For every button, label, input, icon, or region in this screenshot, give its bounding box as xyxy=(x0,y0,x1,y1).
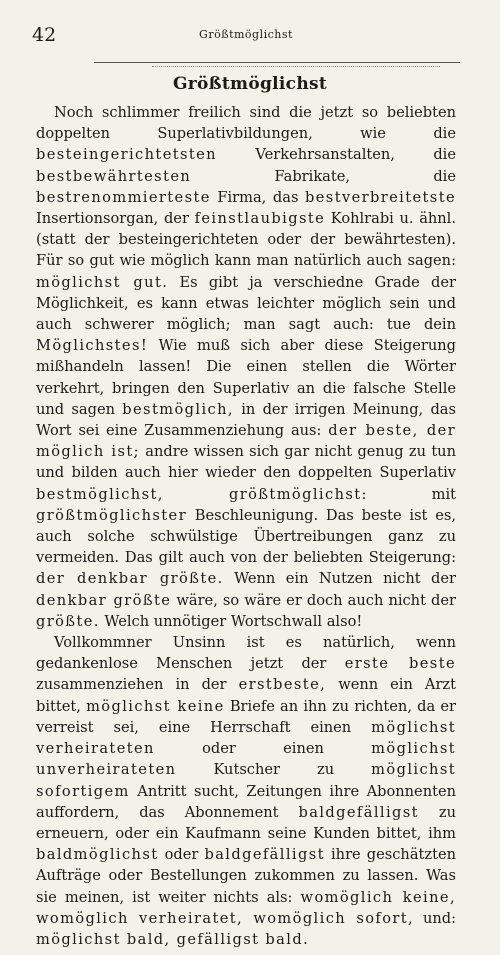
text-run: mit xyxy=(367,485,456,503)
text-run: Es gibt ja verschiedne Grade der Möglichkeit, es kann etwas leichter möglich sein und auch schwerer möglich; man sagt auch: tue dein xyxy=(36,273,456,334)
emphasized-text: bestbewährtesten xyxy=(36,167,192,185)
text-run: Insertionsorgan, der xyxy=(36,210,195,228)
emphasized-text: erste beste xyxy=(344,655,456,673)
text-run: Antritt sucht, Zeitungen ihre Abonnenten auffordern, das Abonnement xyxy=(36,782,456,821)
emphasized-text: der denkbar größte. xyxy=(36,570,224,588)
header-rule xyxy=(94,62,460,63)
text-run: Kutscher zu xyxy=(176,761,372,779)
emphasized-text: erstbeste, xyxy=(238,676,327,694)
text-run: zu erneuern, oder ein Kaufmann seine Kunden bittet, ihm xyxy=(36,803,456,842)
page-number: 42 xyxy=(32,24,57,46)
emphasized-text: baldmöglichst xyxy=(36,846,159,864)
emphasized-text: womöglich keine, womöglich verheiratet, womöglich sofort, xyxy=(36,888,456,927)
emphasized-text: möglichst sofortigem xyxy=(36,761,456,800)
text-run: Beschleunigung. Das beste ist es, auch solche schwülstige Übertreibungen ganz zu vermeiden. Das gilt auch von der beliebten Steigerung: xyxy=(36,506,456,567)
paragraph xyxy=(36,632,456,950)
text-run: Firma, das xyxy=(210,188,306,206)
text-run: Kohlrabi u. ähnl. (statt der besteingerichteten oder der bewährtesten). Für so gut wie möglich kann man natürlich auch sagen: xyxy=(36,210,456,270)
emphasized-text: bestmöglich, xyxy=(122,400,234,418)
text-run: zusammenziehen in der xyxy=(36,676,239,694)
text-run: Briefe an ihn zu richten, da er verreist sei, eine Herrschaft einen xyxy=(36,697,456,736)
emphasized-text: möglichst bald, gefälligst bald. xyxy=(36,930,310,948)
emphasized-text: baldgefälligst xyxy=(298,803,419,821)
text-run: andre wissen sich gar nicht genug zu tun und bilden auch hier wieder den doppelten Superlativ xyxy=(36,443,456,482)
emphasized-text: größte. xyxy=(36,612,100,630)
emphasized-text: besteingerichtetsten xyxy=(36,146,217,164)
section-heading: Größtmöglichst xyxy=(172,74,328,94)
text-run: Noch schlimmer freilich sind die jetzt so beliebten doppelten Superlativbildungen, wie die xyxy=(36,104,456,143)
running-head: Größtmöglichst xyxy=(199,28,293,41)
text-run: und: xyxy=(414,909,456,927)
emphasized-text: bestrenommierteste xyxy=(36,188,211,206)
emphasized-text: denkbar größte xyxy=(36,591,172,609)
text-run: ihre geschätzten Aufträge oder Bestellungen zukommen zu lassen. Was sie meinen, ist weiter nichts als: xyxy=(36,846,456,906)
emphasized-text: möglichst verheirateten xyxy=(36,718,456,758)
header-ornament-rule xyxy=(152,66,440,67)
text-run: wenn ein Arzt bittet, xyxy=(36,676,456,715)
paragraph xyxy=(36,102,456,632)
text-run: Vollkommner Unsinn ist es natürlich, wenn gedankenlose Menschen jetzt der xyxy=(36,634,456,673)
text-run: Wie muß sich aber diese Steigerung mißhandeln lassen! Die einen stellen die Wörter verkehrt, bringen den Superlativ an die falsche Stelle und sagen xyxy=(36,337,456,418)
emphasized-text: bestmöglichst, größtmöglichst: xyxy=(36,485,368,503)
emphasized-text: bestverbreitetste xyxy=(305,188,456,206)
page-header xyxy=(32,22,460,52)
emphasized-text: Möglichstes! xyxy=(36,337,149,355)
text-run: Verkehrsanstalten, die xyxy=(217,146,456,164)
emphasized-text: feinstlaubigste xyxy=(194,210,326,228)
text-run: Fabrikate, die xyxy=(191,167,456,185)
emphasized-text: größtmöglichster xyxy=(36,506,187,524)
text-run: Welch unnötiger Wortschwall also! xyxy=(99,612,363,630)
emphasized-text: möglichst keine xyxy=(86,697,225,715)
emphasized-text: der beste, der möglich ist; xyxy=(36,422,456,461)
body-text xyxy=(36,102,456,950)
text-run: in der irrigen Meinung, das Wort sei eine Zusammenziehung aus: xyxy=(36,400,456,440)
text-run: oder einen xyxy=(154,740,372,758)
text-run: Wenn ein Nutzen nicht der xyxy=(223,570,456,588)
text-run: oder xyxy=(158,846,205,864)
text-run: wäre, so wäre er doch auch nicht der xyxy=(171,591,456,609)
emphasized-text: möglichst unverheirateten xyxy=(36,740,456,779)
emphasized-text: möglichst gut. xyxy=(36,273,169,291)
emphasized-text: baldgefälligst xyxy=(204,846,325,864)
